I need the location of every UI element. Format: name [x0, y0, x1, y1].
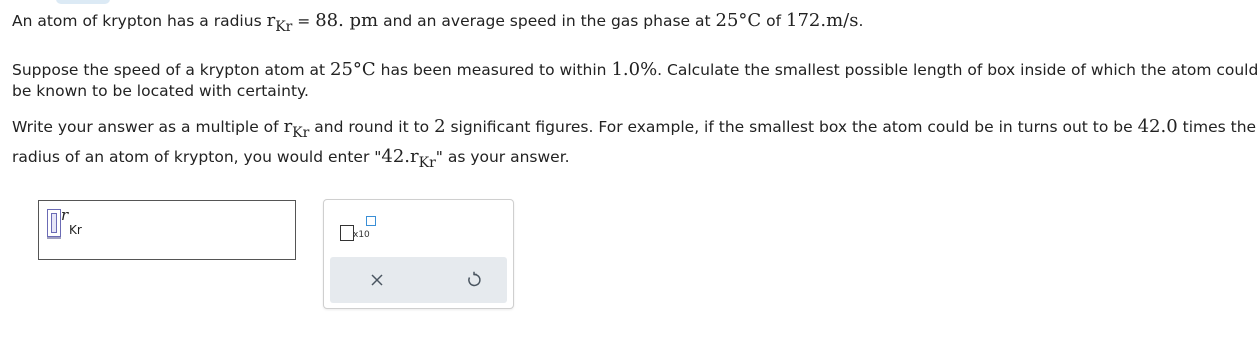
- example-text-end: " as your answer.: [435, 148, 570, 166]
- top-tab-indicator: [56, 0, 110, 4]
- clear-button[interactable]: [362, 265, 392, 295]
- example-value: 42.0: [1137, 116, 1178, 137]
- radius-symbol: r: [266, 10, 276, 31]
- task-text: Suppose the speed of a krypton atom at: [12, 61, 331, 79]
- exponent-box-icon: [366, 216, 376, 226]
- uncertainty-percent: 1.0%: [611, 59, 658, 80]
- instructions-text: Write your answer as a multiple of: [12, 118, 284, 136]
- intro-text-of: of: [761, 12, 786, 30]
- question-intro: [12, 10, 1188, 33]
- intro-text-mid: and an average speed in the gas phase at: [378, 12, 716, 30]
- question-instructions: [12, 116, 1257, 141]
- speed-value: 172.m/s: [786, 10, 859, 31]
- answer-input-box[interactable]: [38, 200, 296, 260]
- math-tool-panel: [323, 199, 514, 309]
- radius-value: 88. pm: [315, 10, 379, 31]
- question-task-cont: [12, 80, 1188, 102]
- instructions-text-end: times the: [1177, 118, 1257, 136]
- question-task: [12, 59, 1258, 81]
- example-text: radius of an atom of krypton, you would enter ": [12, 148, 382, 166]
- example-entry: 42.r: [381, 146, 419, 167]
- tool-action-bar: [330, 257, 507, 303]
- task-text-mid: has been measured to within: [375, 61, 612, 79]
- instructions-radius-subscript: Kr: [292, 125, 310, 141]
- example-entry-subscript: Kr: [418, 155, 436, 171]
- task-text-continued: be known to be located with certainty.: [12, 82, 309, 100]
- mantissa-box-icon: [340, 225, 354, 241]
- instructions-text-mid2: significant figures. For example, if the smallest box the atom could be in turns out to be: [445, 118, 1138, 136]
- answer-input-field[interactable]: [47, 209, 61, 237]
- equals-sign: =: [292, 12, 316, 30]
- question-example: [12, 146, 1188, 169]
- instructions-radius-symbol: r: [283, 116, 293, 137]
- undo-icon: [465, 271, 483, 289]
- radius-subscript: Kr: [275, 19, 293, 35]
- x10-label: x10: [353, 230, 370, 240]
- instructions-text-mid: and round it to: [309, 118, 435, 136]
- intro-text-end: .: [858, 12, 864, 30]
- intro-text: An atom of krypton has a radius: [12, 12, 267, 30]
- close-icon: [370, 273, 384, 287]
- temperature-value: 25°C: [715, 10, 762, 31]
- answer-unit-symbol: r: [61, 206, 69, 224]
- task-temperature: 25°C: [330, 59, 376, 80]
- sig-figs-number: 2: [434, 116, 446, 137]
- task-text-end: . Calculate the smallest possible length of box inside of which the atom could: [657, 61, 1258, 79]
- scientific-notation-button[interactable]: [338, 216, 376, 242]
- answer-unit-subscript: Kr: [69, 223, 82, 237]
- undo-button[interactable]: [459, 265, 489, 295]
